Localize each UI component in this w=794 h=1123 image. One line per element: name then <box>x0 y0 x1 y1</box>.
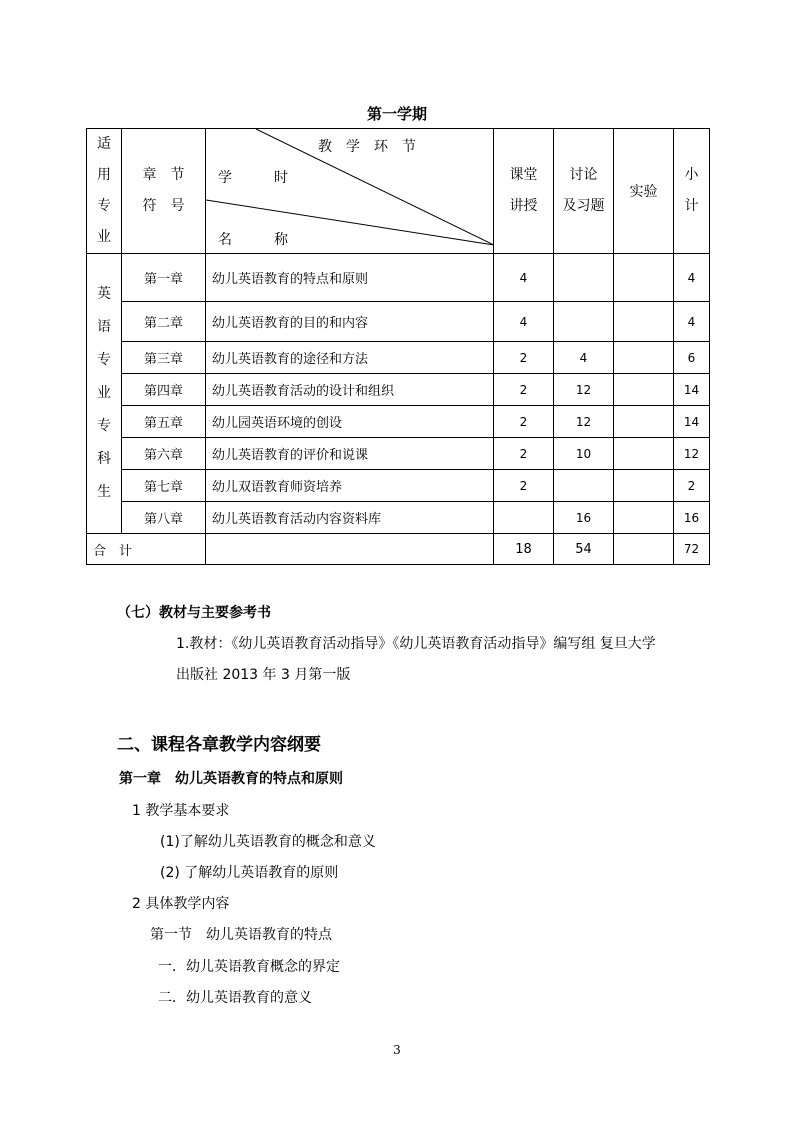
subtotal-cell: 14 <box>674 374 710 406</box>
chapter-cell: 第四章 <box>122 374 206 406</box>
chapter-name-cell: 幼儿园英语环境的创设 <box>206 406 494 438</box>
discussion-cell <box>554 302 614 342</box>
chapter-cell: 第七章 <box>122 470 206 502</box>
experiment-cell <box>614 254 674 302</box>
subtotal-cell: 12 <box>674 438 710 470</box>
experiment-cell <box>614 438 674 470</box>
discussion-cell: 12 <box>554 374 614 406</box>
chapter-name-cell: 幼儿双语教育师资培养 <box>206 470 494 502</box>
page-number: 3 <box>393 1043 401 1057</box>
textbook-heading: （七）教材与主要参考书 <box>117 605 271 621</box>
header-chapter-symbol: 章 节 符 号 <box>122 129 206 254</box>
header-applicable-major: 适 用 专 业 <box>87 129 122 254</box>
chapter-name-cell: 幼儿英语教育的途径和方法 <box>206 342 494 374</box>
table-row <box>87 438 710 470</box>
chapter-name-cell: 幼儿英语教育的目的和内容 <box>206 302 494 342</box>
outline-heading: 二、课程各章教学内容纲要 <box>117 735 321 755</box>
chapter-name-cell: 幼儿英语教育活动内容资料库 <box>206 502 494 534</box>
header-subtotal: 小 计 <box>674 129 710 254</box>
total-lecture-cell: 18 <box>494 534 554 565</box>
table-header-row <box>87 129 710 254</box>
section-1-title: 第一节 幼儿英语教育的特点 <box>150 927 332 943</box>
subtotal-cell: 4 <box>674 302 710 342</box>
discussion-cell: 16 <box>554 502 614 534</box>
table-row <box>87 406 710 438</box>
header-diagonal-cell <box>206 129 494 254</box>
lecture-cell: 2 <box>494 342 554 374</box>
textbook-line-2: 出版社 2013 年 3 月第一版 <box>176 667 351 683</box>
lecture-cell: 2 <box>494 406 554 438</box>
chapter-name-cell: 幼儿英语教育活动的设计和组织 <box>206 374 494 406</box>
header-discussion: 讨论 及习题 <box>554 129 614 254</box>
experiment-cell <box>614 406 674 438</box>
experiment-cell <box>614 470 674 502</box>
chapter-cell: 第五章 <box>122 406 206 438</box>
header-lecture: 课堂 讲授 <box>494 129 554 254</box>
discussion-cell: 12 <box>554 406 614 438</box>
lecture-cell: 4 <box>494 302 554 342</box>
experiment-cell <box>614 374 674 406</box>
chapter-name-cell: 幼儿英语教育的评价和说课 <box>206 438 494 470</box>
experiment-cell <box>614 342 674 374</box>
semester-title: 第一学期 <box>366 105 427 123</box>
discussion-cell: 10 <box>554 438 614 470</box>
total-discussion-cell: 54 <box>554 534 614 565</box>
header-experiment: 实验 <box>614 129 674 254</box>
chapter-cell: 第六章 <box>122 438 206 470</box>
lecture-cell: 2 <box>494 374 554 406</box>
requirement-2: (2) 了解幼儿英语教育的原则 <box>160 865 339 881</box>
subtotal-cell: 16 <box>674 502 710 534</box>
table-row <box>87 470 710 502</box>
content-item-2: 二．幼儿英语教育的意义 <box>158 990 312 1006</box>
chapter-cell: 第二章 <box>122 302 206 342</box>
subtotal-cell: 6 <box>674 342 710 374</box>
chapter-name-cell: 幼儿英语教育的特点和原则 <box>206 254 494 302</box>
chapter-cell: 第一章 <box>122 254 206 302</box>
experiment-cell <box>614 302 674 342</box>
table-total-row <box>87 534 710 565</box>
lecture-cell <box>494 502 554 534</box>
experiment-cell <box>614 502 674 534</box>
schedule-table <box>86 128 710 565</box>
total-empty-cell <box>206 534 494 565</box>
content-item-1: 一．幼儿英语教育概念的界定 <box>158 959 340 975</box>
textbook-line-1: 1.教材：《幼儿英语教育活动指导》《幼儿英语教育活动指导》编写组 复旦大学 <box>176 636 656 652</box>
content-heading: 2 具体教学内容 <box>132 896 230 912</box>
lecture-cell: 2 <box>494 438 554 470</box>
discussion-cell <box>554 470 614 502</box>
table-row <box>87 254 710 302</box>
subtotal-cell: 2 <box>674 470 710 502</box>
lecture-cell: 4 <box>494 254 554 302</box>
subtotal-cell: 14 <box>674 406 710 438</box>
table-row <box>87 374 710 406</box>
lecture-cell: 2 <box>494 470 554 502</box>
table-row <box>87 502 710 534</box>
requirements-heading: 1 教学基本要求 <box>132 803 230 819</box>
requirement-1: (1)了解幼儿英语教育的概念和意义 <box>160 834 376 850</box>
header-teaching-stage: 教 学 环 节 <box>318 139 416 155</box>
chapter1-heading: 第一章 幼儿英语教育的特点和原则 <box>119 771 343 787</box>
discussion-cell: 4 <box>554 342 614 374</box>
total-subtotal-cell: 72 <box>674 534 710 565</box>
chapter-cell: 第三章 <box>122 342 206 374</box>
total-experiment-cell <box>614 534 674 565</box>
chapter-cell: 第八章 <box>122 502 206 534</box>
major-cell: 英 语 专 业 专 科 生 <box>87 254 122 534</box>
table-row <box>87 302 710 342</box>
header-hours: 学 时 <box>218 170 288 186</box>
subtotal-cell: 4 <box>674 254 710 302</box>
discussion-cell <box>554 254 614 302</box>
total-label-cell: 合 计 <box>87 534 206 565</box>
header-name: 名 称 <box>218 232 288 248</box>
table-row <box>87 342 710 374</box>
